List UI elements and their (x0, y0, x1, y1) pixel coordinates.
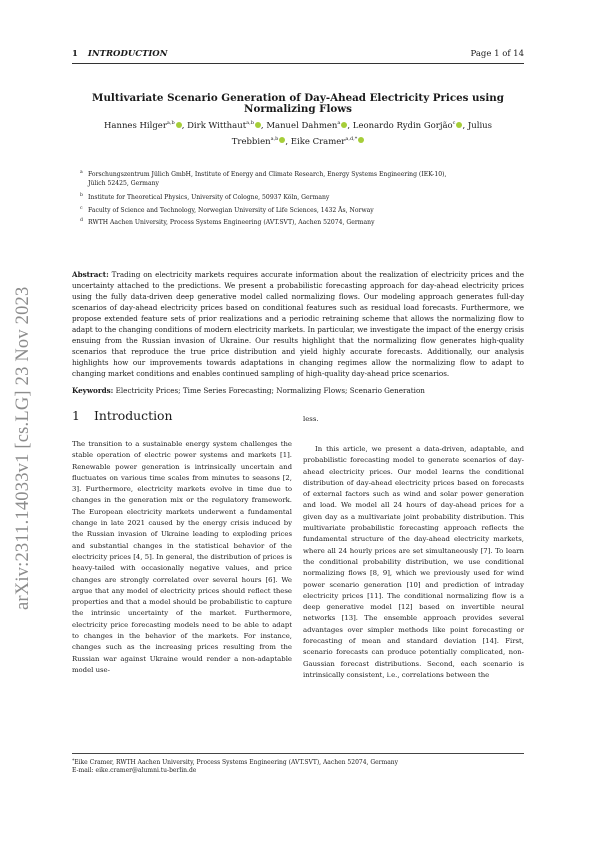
right-column-carryover (303, 414, 524, 425)
body-paragraph-fragment: less. (303, 415, 319, 423)
affiliation-text: Jülich 52425, Germany (88, 180, 159, 188)
keywords (72, 386, 524, 396)
author-affil-mark: a,b (166, 120, 175, 126)
orcid-icon[interactable] (255, 122, 261, 128)
running-head-section (72, 49, 168, 59)
author-name: Trebbien (231, 136, 271, 147)
author-name: Manuel Dahmen (266, 120, 338, 131)
affiliation-mark: c (80, 205, 83, 211)
affiliation-text: Institute for Theoretical Physics, University of Cologne, 50937 Köln, Germany (88, 194, 330, 202)
author-affil-mark: a,b (270, 135, 279, 142)
author-name: Leonardo Rydin Gorjão (352, 120, 453, 131)
section-number: 1 (72, 49, 78, 59)
author-name: Eike Cramer (290, 136, 346, 147)
arxiv-identifier-stamp[interactable]: arXiv:2311.14033v1 [cs.LG] 23 Nov 2023 (13, 286, 33, 610)
right-column (303, 444, 524, 681)
orcid-icon[interactable] (176, 122, 182, 128)
keywords-text: Electricity Prices; Time Series Forecasting; Normalizing Flows; Scenario Generation (115, 386, 425, 395)
orcid-icon[interactable] (358, 137, 364, 143)
author-affil-mark: a,b (246, 120, 254, 126)
orcid-icon[interactable] (456, 122, 462, 128)
abstract-label: Abstract: (72, 270, 109, 279)
affiliation (80, 206, 520, 215)
body-paragraph: The transition to a sustainable energy system challenges the stable operation of electric power systems and markets [1]. Renewable power generation is intrinsically uncertain and fluctuates on various time scales from minutes to seasons [2, 3]. Furthermore, electricity markets evolve in time due to changes in the generation mix or the regulatory framework. The European electricity markets underwent a fundamental change in late 2021 caused by the energy crisis induced by the Russian invasion of Ukraine leading to exploding prices and substantial changes in the statistical behavior of the electricity prices [4, 5]. In general, the distribution of prices is heavy-tailed with occasionally negative values, and price changes are strongly correlated over several hours [6]. We argue that any model of electricity prices should reflect these properties and that a model should be probabilistic to capture the intrinsic uncertainty of the market. Furthermore, electricity price forecasting models need to be able to adapt to changes in the behavior of the markets. For instance, changes such as the increasing prices resulting from the Russian war against Ukraine would render a non-adaptable model use- (72, 440, 292, 674)
affiliation-text: RWTH Aachen University, Process Systems Engineering (AVT.SVT), Aachen 52074, Germany (88, 218, 375, 226)
author-affil-mark: a (337, 120, 341, 126)
author-name: Dirk Witthaut (187, 120, 247, 131)
title-line: Multivariate Scenario Generation of Day-Ahead Electricity Prices using (92, 92, 504, 104)
author-line-1: Hannes Hilger$^{a,b}$ , Dirk Witthaut$^{a,b}$ , Manuel Dahmen$^a$ , Leonardo Rydin Gorjão$^c$ , Julius (103, 120, 493, 131)
section-name: INTRODUCTION (87, 49, 168, 59)
author-line-2: Trebbien$^{a,b}$ , Eike Cramer$^{a,d,*}$ (72, 133, 524, 149)
footnote-text: Eike Cramer, RWTH Aachen University, Process Systems Engineering (AVT.SVT), Aachen 52074, Germany (74, 759, 399, 766)
author-list (72, 117, 524, 148)
abstract-text: Trading on electricity markets requires accurate information about the realization of electricity prices and the uncertainty attached to the predictions. We present a probabilistic forecasting approach for day-ahead electricity prices using the fully data-driven deep generative model called normalizing flows. Our modeling approach generates full-day scenarios of day-ahead electricity prices based on conditional features such as residual load forecasts. Furthermore, we propose extended feature sets of prior realizations and a periodic retraining scheme that allows the normalizing flow to adapt to the changing conditions of modern electricity markets. In particular, we investigate the impact of the energy crisis ensuing from the Russian invasion of Ukraine. Our results highlight that the normalizing flow generates high-quality scenarios that reproduce the true price distribution and yield highly accurate forecasts. Additionally, our analysis highlights how our improvements towards adaptations in changing regimes allow the normalizing flow to adapt to changing market conditions and enables continued sampling of high-quality day-ahead price scenarios. (72, 270, 524, 379)
body-paragraph: In this article, we present a data-driven, adaptable, and probabilistic forecasting model to generate scenarios of day-ahead electricity prices. Our model learns the conditional distribution of day-ahead electricity prices based on forecasts of external factors such as wind and solar power generation and load. We model all 24 hours of day-ahead prices for a given day as a multivariate joint probability distribution. This multivariate probabilistic forecasting approach reflects the fundamental structure of the day-ahead electricity markets, where all 24 hourly prices are set simultaneously [7]. To learn the conditional probability distribution, we use conditional normalizing flows [8, 9], which we previously used for wind power scenario generation [10] and prediction of intraday electricity prices [11]. The conditional normalizing flow is a deep generative model [12] based on invertible neural networks [13]. The ensemble approach provides several advantages over simpler methods like point forecasting or forecasting of mean and standard deviation [14]. First, scenario forecasts can produce potentially complicated, non-Gaussian forecast distributions. Second, each scenario is intrinsically consistent, i.e., correlations between the (303, 445, 524, 679)
page-header (72, 49, 524, 64)
keywords-label: Keywords: (72, 386, 114, 395)
author-name: Julius (467, 120, 493, 131)
paper-title (72, 93, 524, 115)
footnote-email[interactable]: E-mail: eike.cramer@alumni.tu-berlin.de (72, 767, 197, 774)
affiliation (80, 193, 520, 202)
author-affil-mark: a,d,* (345, 135, 358, 142)
orcid-icon[interactable] (341, 122, 347, 128)
affiliation-list (80, 170, 520, 227)
left-column (72, 439, 292, 676)
section-heading-number: 1 (72, 408, 80, 423)
affiliation (80, 170, 520, 188)
page-number: Page 1 of 14 (470, 49, 524, 59)
abstract (72, 269, 524, 379)
title-line: Normalizing Flows (244, 103, 352, 115)
author-affil-mark: c (452, 120, 456, 126)
orcid-icon[interactable] (279, 137, 285, 143)
affiliation-text: Forschungszentrum Jülich GmbH, Institute of Energy and Climate Research, Energy Systems Engineering (IEK-10), (88, 171, 447, 178)
footnote (72, 753, 524, 775)
affiliation-mark: b (80, 193, 83, 199)
footnote-mark: * (72, 759, 75, 764)
affiliation-mark: d (80, 217, 83, 223)
author-name: Hannes Hilger (103, 120, 167, 131)
footnote-line (72, 758, 524, 767)
affiliation (80, 218, 520, 227)
section-heading-title: Introduction (94, 408, 173, 423)
section-heading (72, 408, 292, 423)
affiliation-text: Faculty of Science and Technology, Norwegian University of Life Sciences, 1432 Ås, Norway (88, 206, 374, 214)
affiliation-mark: a (80, 170, 83, 175)
